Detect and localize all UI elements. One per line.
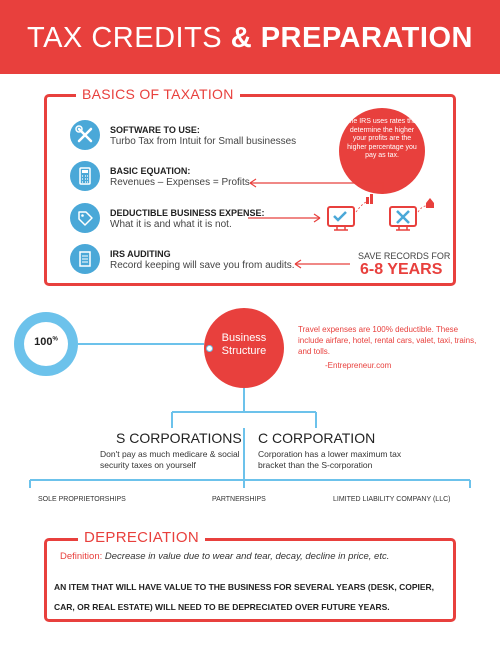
- save-records-label: SAVE RECORDS FOR: [358, 251, 451, 261]
- depreciation-body: AN ITEM THAT WILL HAVE VALUE TO THE BUSINESS FOR SEVERAL YEARS (DESK, COPIER, CAR, OR REAL ESTATE) WILL NEED TO BE DEPRECIATED OVER FUTURE YEARS.: [54, 582, 435, 612]
- basics-label: BASICS OF TAXATION: [76, 86, 240, 102]
- entity-sole-proprietorships: SOLE PROPRIETORSHIPS: [38, 496, 126, 503]
- depreciation-label: DEPRECIATION: [78, 529, 205, 546]
- software-title: SOFTWARE TO USE:: [110, 125, 200, 135]
- irs-rate-note: The IRS uses rates that determine the higher your profits are the higher percentage you pay as tax.: [345, 118, 419, 160]
- save-records-years: 6-8 YEARS: [360, 261, 443, 278]
- c-corp-title: C CORPORATION: [258, 430, 376, 446]
- irs-auditing-title: IRS AUDITING: [110, 249, 171, 259]
- software-text: Turbo Tax from Intuit for Small businesses: [110, 136, 297, 147]
- equation-text: Revenues – Expenses = Profits: [110, 177, 250, 188]
- s-corp-desc: Don't pay as much medicare & social security taxes on yourself: [100, 449, 240, 470]
- percent-sign: %: [52, 336, 58, 343]
- percent-number: 100: [34, 336, 53, 348]
- definition-line: [60, 551, 389, 562]
- business-structure-label: [212, 332, 276, 358]
- connector-dot: [206, 345, 213, 352]
- business-structure-line2: Structure: [221, 345, 267, 357]
- travel-source: -Entrepreneur.com: [325, 361, 392, 370]
- page-title-bold: & PREPARATION: [230, 22, 473, 54]
- definition-text: Decrease in value due to wear and tear, decay, decline in price, etc.: [104, 551, 390, 562]
- c-corp-desc: Corporation has a lower maximum tax bracket than the S-corporation: [258, 449, 402, 470]
- equation-title: BASIC EQUATION:: [110, 166, 191, 176]
- deductible-title: DEDUCTIBLE BUSINESS EXPENSE:: [110, 208, 265, 218]
- entity-llc: LIMITED LIABILITY COMPANY (LLC): [333, 496, 451, 503]
- irs-auditing-text: Record keeping will save you from audits.: [110, 260, 295, 271]
- s-corp-title: S CORPORATIONS: [116, 430, 242, 446]
- definition-label: Definition:: [60, 551, 103, 562]
- travel-note: Travel expenses are 100% deductible. These include airfare, hotel, rental cars, valet, taxi, trains, and tolls.: [298, 325, 477, 356]
- deductible-text: What it is and what it is not.: [110, 219, 232, 230]
- percent-value: [24, 336, 68, 348]
- business-structure-line1: Business: [221, 332, 267, 344]
- page-title-light: TAX CREDITS: [27, 22, 231, 54]
- entity-partnerships: PARTNERSHIPS: [212, 496, 266, 503]
